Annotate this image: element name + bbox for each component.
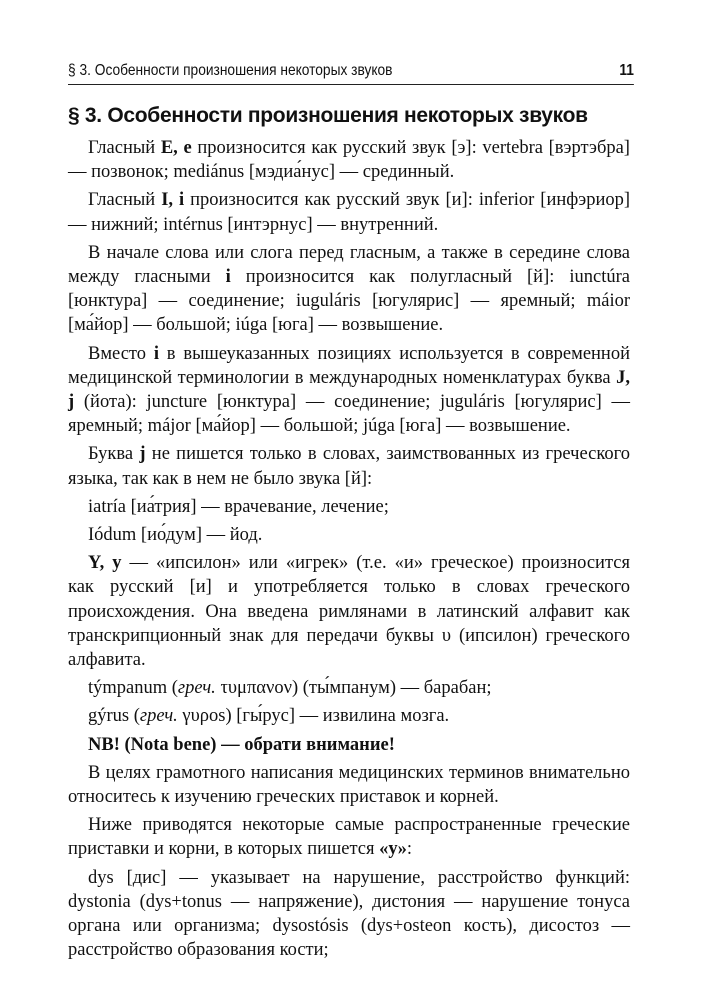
- text: в вышеуказанных позициях используется в современной медицинской терминологии в международных номенклатурах буква: [68, 343, 630, 388]
- running-title: § 3. Особенности произношения некоторых звуков: [68, 62, 393, 79]
- text: gýrus (: [88, 706, 140, 727]
- text: произносится как русский звук [и]: inferior [инфэриор] — нижний; intérnus [интэрнус] — внутренний.: [68, 190, 631, 235]
- text: произносится как полугласный [й]: iunctúra [юнктура] — соединение; iuguláris [югулярис] — яремный; máior [ма́йор] — большой; iúga [юга] — возвышение.: [68, 267, 631, 336]
- text: Буква: [88, 444, 140, 465]
- letter-i: i: [225, 267, 231, 288]
- text: Ниже приводятся некоторые самые распространенные греческие приставки и корни, в которых пишется: [68, 815, 630, 860]
- page-number: 11: [619, 62, 634, 79]
- paragraph-j-greek: [68, 442, 630, 490]
- text: γυρos) [гы́рус] — извилина мозга.: [177, 706, 450, 727]
- text: týmpanum (: [88, 678, 178, 699]
- example-gyrus: [68, 704, 630, 728]
- letter-j: j: [139, 444, 146, 465]
- letter-y: «y»: [379, 839, 407, 860]
- abbr-greek: греч.: [139, 706, 178, 727]
- text: Гласный: [88, 190, 162, 211]
- paragraph-advice: В целях грамотного написания медицинских терминов внимательно относитесь к изучению греческих приставок и корней.: [68, 762, 630, 808]
- letter-j: J, j: [68, 367, 630, 413]
- page-body: [68, 104, 630, 967]
- paragraph-prefixes: [68, 813, 630, 861]
- example-tympanum: [68, 676, 630, 700]
- example-iodum: Iódum [ио́дум] — йод.: [88, 525, 263, 546]
- paragraph-letter-y: [68, 551, 630, 672]
- text: Гласный: [88, 138, 161, 158]
- paragraph-vowel-e: [68, 136, 630, 184]
- text: В начале слова или слога перед гласным, а также в середине слова между гласными: [68, 242, 630, 288]
- nota-bene-text: NB! (Nota bene) — обрати внимание!: [88, 734, 395, 755]
- example-iatria: iatría [иа́трия] — врачевание, лечение;: [88, 496, 389, 517]
- text: (йота): juncture [юнктура] — соединение; juguláris [югулярис] — яремный; májor [ма́йор] — большой; júga [юга] — возвышение.: [68, 392, 630, 437]
- text: — «ипсилон» или «игрек» (т.е. «и» греческое) произносится как русский [и] и употребляется только в словах греческого происхождения. Она введена римлянами в латинский алфавит как транскрипционный знак для передачи буквы υ (ипсилон) греческого алфавита.: [68, 553, 630, 671]
- nota-bene: [68, 733, 630, 757]
- text: не пишется только в словах, заимствованных из греческого языка, так как в нем не было звука [й]:: [68, 444, 631, 489]
- text: τυμπανον) (ты́мпанум) — барабан;: [215, 678, 492, 699]
- running-header: [68, 62, 634, 85]
- paragraph-letter-j: [68, 342, 630, 439]
- letter-i: i: [153, 343, 159, 364]
- text: произносится как русский звук [э]: vertebra [вэртэбра] — позвонок; mediánus [мэдиа́нус] — срединный.: [68, 138, 630, 183]
- letter-y: Y, y: [88, 553, 122, 574]
- paragraph-semivowel-i: [68, 241, 630, 338]
- text: Вместо: [88, 343, 154, 364]
- text: :: [406, 839, 413, 860]
- section-title: § 3. Особенности произношения некоторых звуков: [68, 104, 588, 127]
- abbr-greek: греч.: [177, 678, 216, 699]
- paragraph-vowel-i: [68, 188, 630, 236]
- letter-i: I, i: [161, 190, 185, 211]
- letter-e: E, e: [160, 138, 192, 158]
- paragraph-dys: dys [дис] — указывает на нарушение, расстройство функций: dystonia (dys+tonus — напряжение), дистония — нарушение тонуса органа или организма; dysostósis (dys+osteon кость), дисостоз — расстройство образования кости;: [68, 867, 630, 961]
